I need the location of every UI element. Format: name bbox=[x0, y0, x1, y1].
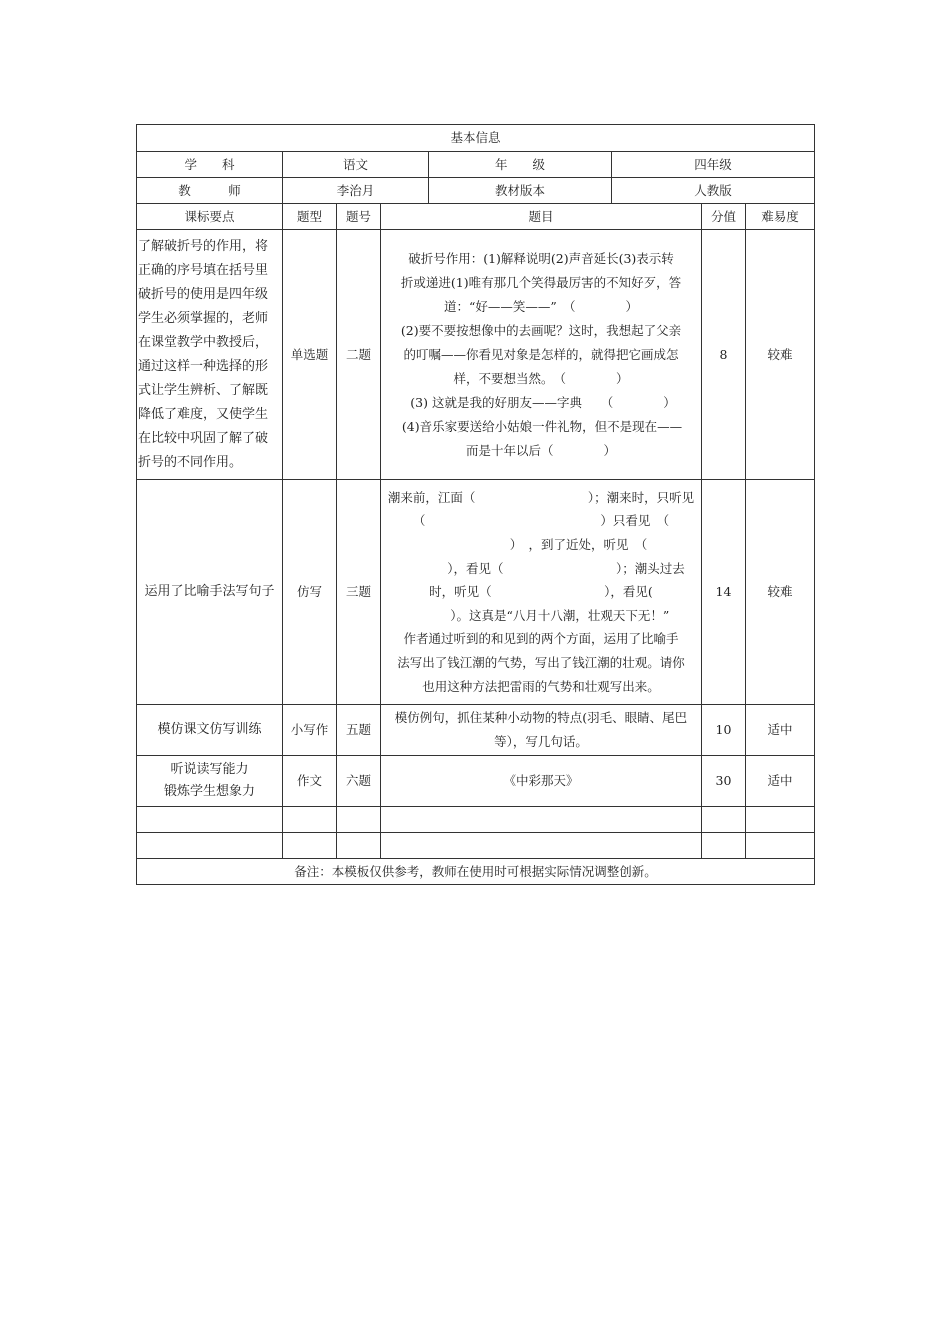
info-row-subject bbox=[137, 152, 815, 178]
empty-cell bbox=[283, 833, 337, 859]
info-table bbox=[136, 124, 815, 885]
question-line: 破折号作用：(1)解释说明(2)声音延长(3)表示转 bbox=[408, 250, 674, 266]
question-line: （ ）只看见 （ bbox=[412, 513, 670, 529]
standard-line: 折号的不同作用。 bbox=[138, 454, 243, 470]
question-line: 的叮嘱——你看见对象是怎样的，就得把它画成怎 bbox=[403, 346, 679, 362]
empty-cell bbox=[337, 807, 381, 833]
table-row bbox=[137, 756, 815, 807]
edition-label: 教材版本 bbox=[429, 178, 612, 204]
empty-cell bbox=[283, 807, 337, 833]
empty-row bbox=[137, 807, 815, 833]
question-line: 折或递进(1)唯有那几个笑得最厉害的不知好歹，答 bbox=[400, 274, 682, 290]
question-line: 法写出了钱江潮的气势，写出了钱江潮的壮观。请你 bbox=[397, 654, 685, 670]
empty-cell bbox=[137, 833, 283, 859]
header-score: 分值 bbox=[702, 204, 746, 230]
teacher-label: 教 师 bbox=[137, 178, 283, 204]
number-cell: 二题 bbox=[337, 230, 381, 480]
title-row bbox=[137, 125, 815, 152]
standard-line: 锻炼学生想象力 bbox=[163, 784, 255, 799]
standard-line: 正确的序号填在括号里 bbox=[138, 262, 269, 278]
difficulty-cell: 适中 bbox=[746, 756, 815, 807]
standard-line: 在课堂教学中教授后， bbox=[138, 334, 269, 350]
empty-cell bbox=[702, 807, 746, 833]
question-cell: 《中彩那天》 bbox=[381, 756, 702, 807]
standard-line: 了解破折号的作用，将 bbox=[138, 238, 269, 254]
question-line: ），看见（ ）；潮头过去 bbox=[397, 560, 685, 576]
empty-cell bbox=[746, 833, 815, 859]
standard-line: 降低了难度，又使学生 bbox=[138, 406, 269, 422]
empty-cell bbox=[381, 807, 702, 833]
score-cell: 10 bbox=[702, 705, 746, 756]
question-line: 作者通过听到的和见到的两个方面，运用了比喻手 bbox=[403, 631, 679, 647]
question-cell bbox=[381, 480, 702, 705]
empty-cell bbox=[381, 833, 702, 859]
header-number: 题号 bbox=[337, 204, 381, 230]
question-line: (2)要不要按想像中的去画呢？这时，我想起了父亲 bbox=[400, 322, 682, 338]
edition-value: 人教版 bbox=[612, 178, 815, 204]
number-cell: 三题 bbox=[337, 480, 381, 705]
difficulty-cell: 适中 bbox=[746, 705, 815, 756]
standard-line: 破折号的使用是四年级 bbox=[138, 286, 269, 302]
question-line: 也用这种方法把雷雨的气势和壮观写出来。 bbox=[422, 678, 660, 694]
question-line: 时，听见（ ），看见( bbox=[429, 584, 653, 600]
difficulty-cell: 较难 bbox=[746, 480, 815, 705]
grade-label: 年 级 bbox=[429, 152, 612, 178]
standard-line: 听说读写能力 bbox=[170, 762, 249, 777]
type-cell: 小写作 bbox=[283, 705, 337, 756]
standard-line: 在比较中巩固了解了破 bbox=[138, 430, 269, 446]
table-row bbox=[137, 230, 815, 480]
type-cell: 作文 bbox=[283, 756, 337, 807]
subject-label: 学 科 bbox=[137, 152, 283, 178]
question-line: (4)音乐家要送给小姑娘一件礼物，但不是现在—— bbox=[401, 418, 683, 434]
header-type: 题型 bbox=[283, 204, 337, 230]
score-cell: 30 bbox=[702, 756, 746, 807]
standard-line: 学生必须掌握的，老师 bbox=[138, 310, 269, 326]
question-line: (3) 这就是我的好朋友——字典 （ ） bbox=[410, 394, 676, 410]
standard-cell: 模仿课文仿写训练 bbox=[137, 705, 283, 756]
question-cell bbox=[381, 230, 702, 480]
question-line: 等），写几句话。 bbox=[494, 734, 588, 749]
info-row-teacher bbox=[137, 178, 815, 204]
note-row bbox=[137, 859, 815, 885]
standard-line: 通过这样一种选择的形 bbox=[138, 358, 269, 374]
standard-line: 式让学生辨析、了解既 bbox=[138, 382, 269, 398]
difficulty-cell: 较难 bbox=[746, 230, 815, 480]
empty-row bbox=[137, 833, 815, 859]
standard-cell: 运用了比喻手法写句子 bbox=[137, 480, 283, 705]
header-row bbox=[137, 204, 815, 230]
header-question: 题目 bbox=[381, 204, 702, 230]
question-cell bbox=[381, 705, 702, 756]
empty-cell bbox=[746, 807, 815, 833]
note-text: 备注：本模板仅供参考，教师在使用时可根据实际情况调整创新。 bbox=[137, 859, 815, 885]
score-cell: 14 bbox=[702, 480, 746, 705]
table-title: 基本信息 bbox=[137, 125, 815, 152]
question-line: 道：“好——笑——” （ ） bbox=[443, 298, 639, 314]
table-row bbox=[137, 705, 815, 756]
type-cell: 仿写 bbox=[283, 480, 337, 705]
question-line: 而是十年以后（ ） bbox=[465, 442, 616, 458]
empty-cell bbox=[337, 833, 381, 859]
header-difficulty: 难易度 bbox=[746, 204, 815, 230]
empty-cell bbox=[137, 807, 283, 833]
subject-value: 语文 bbox=[283, 152, 429, 178]
header-standard: 课标要点 bbox=[137, 204, 283, 230]
number-cell: 六题 bbox=[337, 756, 381, 807]
teacher-value: 李治月 bbox=[283, 178, 429, 204]
question-line: ）。这真是“八月十八潮，壮观天下无！” bbox=[412, 607, 670, 623]
question-line: 潮来前，江面（ ）；潮来时，只听见 bbox=[387, 489, 695, 505]
question-line: 模仿例句，抓住某种小动物的特点(羽毛、眼睛、尾巴 bbox=[394, 710, 688, 725]
table-row bbox=[137, 480, 815, 705]
number-cell: 五题 bbox=[337, 705, 381, 756]
question-line: 样，不要想当然。 （ ） bbox=[453, 370, 629, 386]
score-cell: 8 bbox=[702, 230, 746, 480]
empty-cell bbox=[702, 833, 746, 859]
question-line: ） ，到了近处，听见 （ bbox=[434, 537, 648, 553]
standard-cell bbox=[137, 230, 283, 480]
standard-cell bbox=[137, 756, 283, 807]
grade-value: 四年级 bbox=[612, 152, 815, 178]
type-cell: 单选题 bbox=[283, 230, 337, 480]
